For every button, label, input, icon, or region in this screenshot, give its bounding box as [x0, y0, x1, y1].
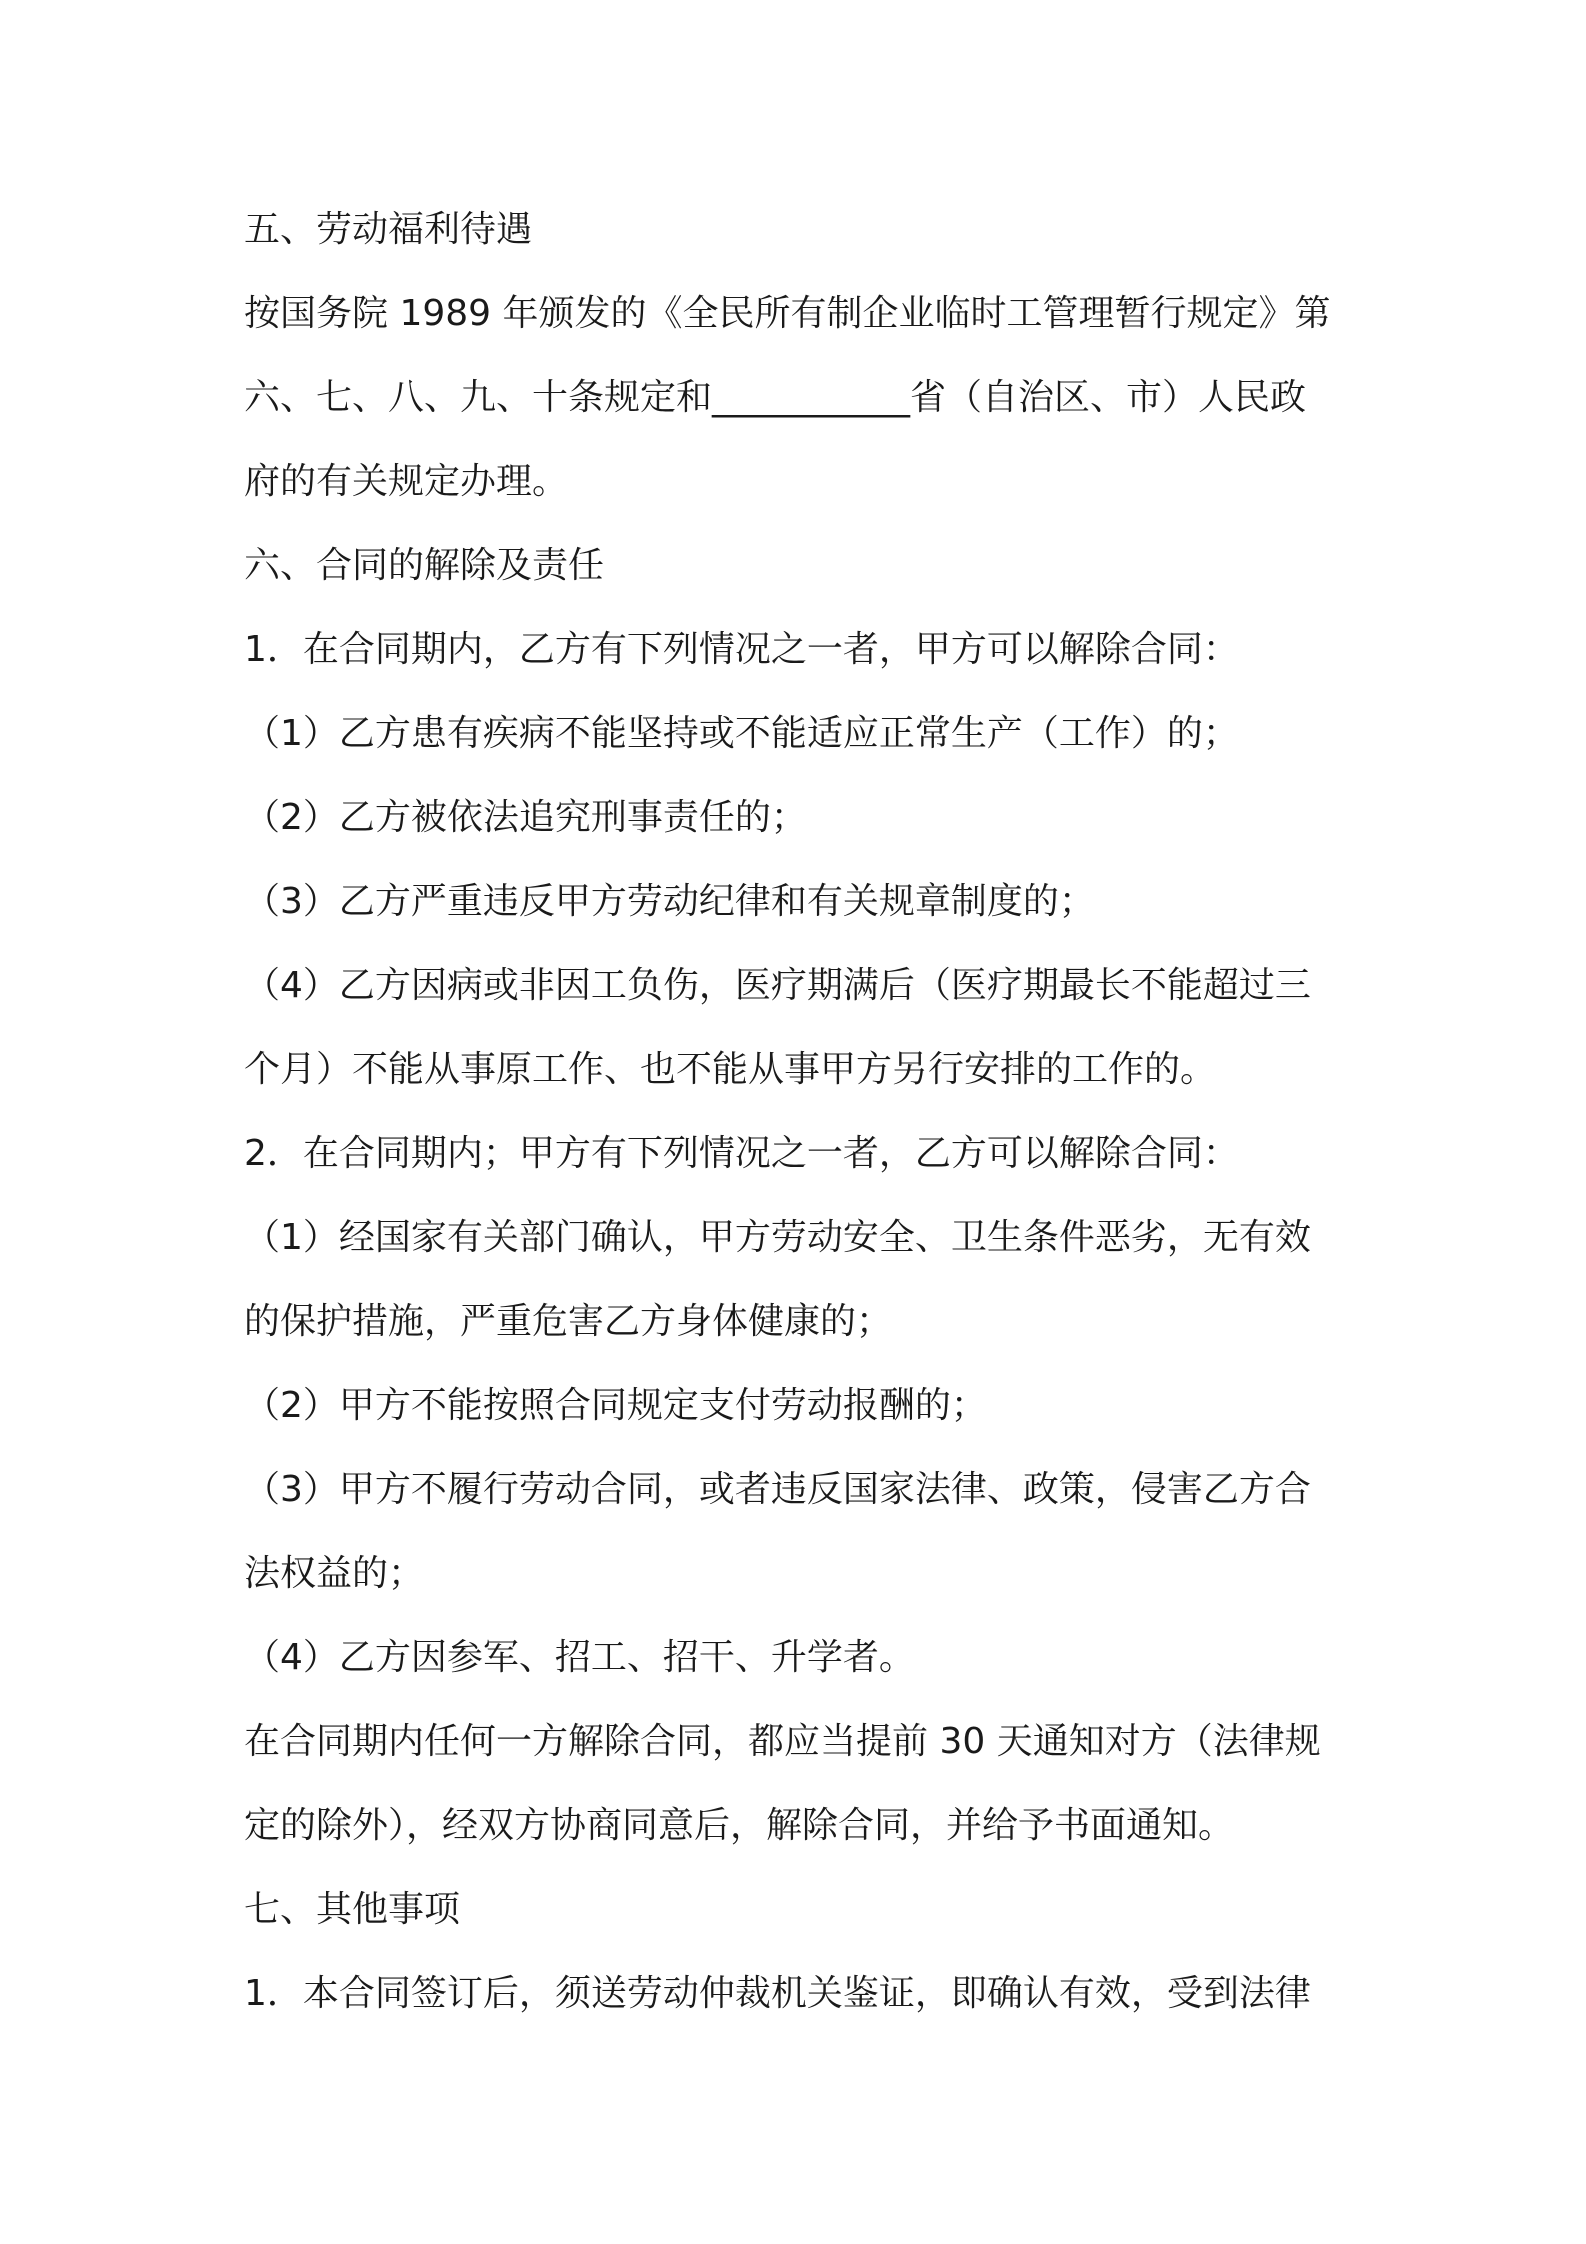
sub-clause-line: （1）经国家有关部门确认，甲方劳动安全、卫生条件恶劣，无有效: [244, 1217, 1311, 1258]
paragraph-line: 六、七、八、九、十条规定和___________省（自治区、市）人民政: [244, 377, 1307, 418]
sub-clause-line: （4）乙方因参军、招工、招干、升学者。: [244, 1637, 915, 1678]
sub-clause-line: （2）乙方被依法追究刑事责任的；: [244, 797, 807, 838]
section-heading-benefits: 五、劳动福利待遇: [244, 209, 533, 250]
clause-line: 1．本合同签订后，须送劳动仲裁机关鉴证，即确认有效，受到法律: [244, 1973, 1311, 2014]
sub-clause-line: （1）乙方患有疾病不能坚持或不能适应正常生产（工作）的；: [244, 713, 1239, 754]
paragraph-line: 定的除外），经双方协商同意后，解除合同，并给予书面通知。: [244, 1805, 1235, 1846]
section-heading-termination: 六、合同的解除及责任: [244, 545, 605, 586]
document-body: [244, 198, 1354, 2046]
sub-clause-line: 个月）不能从事原工作、也不能从事甲方另行安排的工作的。: [244, 1049, 1217, 1090]
sub-clause-line: （3）乙方严重违反甲方劳动纪律和有关规章制度的；: [244, 881, 1095, 922]
paragraph-line: 按国务院 1989 年颁发的《全民所有制企业临时工管理暂行规定》第: [244, 293, 1331, 334]
sub-clause-line: （3）甲方不履行劳动合同，或者违反国家法律、政策，侵害乙方合: [244, 1469, 1311, 1510]
clause-line: 1．在合同期内，乙方有下列情况之一者，甲方可以解除合同：: [244, 629, 1239, 670]
clause-line: 2．在合同期内；甲方有下列情况之一者，乙方可以解除合同：: [244, 1133, 1239, 1174]
paragraph-line: 在合同期内任何一方解除合同，都应当提前 30 天通知对方（法律规: [244, 1721, 1321, 1762]
sub-clause-line: 的保护措施，严重危害乙方身体健康的；: [244, 1301, 893, 1342]
sub-clause-line: （2）甲方不能按照合同规定支付劳动报酬的；: [244, 1385, 987, 1426]
section-heading-other: 七、其他事项: [244, 1889, 461, 1930]
sub-clause-line: 法权益的；: [244, 1553, 425, 1594]
paragraph-line: 府的有关规定办理。: [244, 461, 569, 502]
sub-clause-line: （4）乙方因病或非因工负伤，医疗期满后（医疗期最长不能超过三: [244, 965, 1311, 1006]
